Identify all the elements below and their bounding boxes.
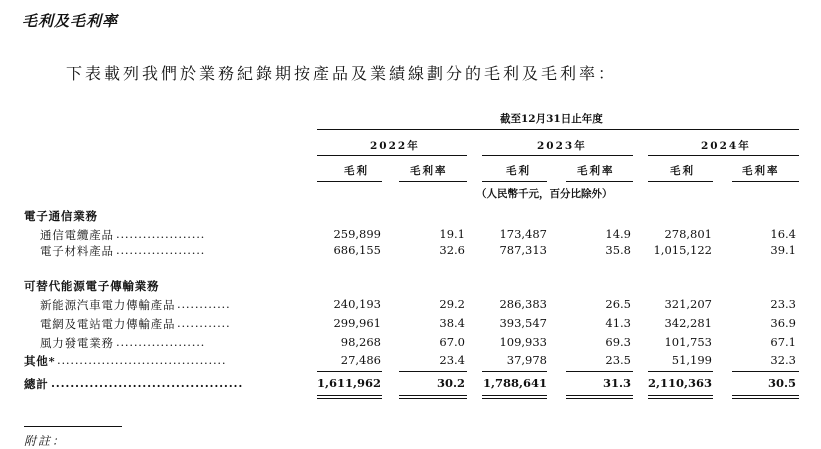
row-grid-transmission-value: 299,961 (333, 316, 381, 330)
row-communication-cable-value: 278,801 (664, 227, 712, 241)
row-nev-transmission-value: 29.2 (439, 297, 465, 311)
section-title: 毛利及毛利率 (22, 12, 119, 30)
row-grid-transmission-value: 38.4 (439, 316, 465, 330)
row-wind-power-value: 101,753 (664, 335, 712, 349)
row-communication-cable-value: 259,899 (333, 227, 381, 241)
row-other-value: 27,486 (340, 353, 381, 367)
year-2024: 2024年 (701, 140, 751, 152)
row-nev-transmission-label: 新能源汽車電力傳輸產品 (40, 298, 176, 312)
row-other-value: 32.3 (770, 353, 796, 367)
row-communication-cable-label: 通信電纜產品 (40, 228, 114, 242)
sub-rule (399, 181, 467, 182)
row-electronic-materials-value: 787,313 (499, 243, 547, 257)
total-double-rule (317, 398, 382, 399)
total-double-rule (482, 395, 547, 396)
total-double-rule (399, 398, 467, 399)
row-grid-transmission-label: 電網及電站電力傳輸產品 (40, 317, 176, 331)
year-rule-2022 (317, 155, 467, 156)
row-wind-power-value: 109,933 (499, 335, 547, 349)
subtotal-rule (482, 371, 547, 372)
total-double-rule (732, 395, 799, 396)
row-total-leader: ........................................ (51, 376, 244, 390)
caption-rule (317, 129, 799, 130)
row-communication-cable-value: 16.4 (770, 227, 796, 241)
row-grid-transmission-value: 342,281 (664, 316, 712, 330)
footnote-rule (24, 426, 122, 427)
row-nev-transmission-value: 286,383 (499, 297, 547, 311)
sub-rule (317, 181, 382, 182)
row-electronic-materials-value: 39.1 (770, 243, 796, 257)
header-gross-profit-2022: 毛利 (344, 165, 369, 177)
footnote-label: 附註： (24, 434, 67, 448)
row-other-value: 23.4 (439, 353, 465, 367)
subtotal-rule (317, 371, 382, 372)
row-nev-transmission-leader: ............ (177, 297, 231, 311)
total-double-rule (566, 395, 633, 396)
row-other-value: 51,199 (671, 353, 712, 367)
year-2022: 2022年 (370, 140, 420, 152)
subtotal-rule (732, 371, 799, 372)
row-total-value: 31.3 (602, 376, 631, 390)
row-nev-transmission-value: 23.3 (770, 297, 796, 311)
sub-rule (732, 181, 799, 182)
row-total-value: 1,611,962 (316, 376, 381, 390)
header-gross-margin-2022: 毛利率 (410, 165, 448, 177)
row-wind-power-value: 98,268 (340, 335, 381, 349)
total-double-rule (317, 395, 382, 396)
unit-note: （人民幣千元，百分比除外） (476, 188, 613, 200)
total-double-rule (732, 398, 799, 399)
row-other-value: 23.5 (605, 353, 631, 367)
sub-rule (482, 181, 547, 182)
row-wind-power-value: 67.0 (439, 335, 465, 349)
row-wind-power-value: 69.3 (605, 335, 631, 349)
row-communication-cable-value: 14.9 (605, 227, 631, 241)
year-2023: 2023年 (537, 140, 587, 152)
row-wind-power-label: 風力發電業務 (40, 336, 114, 350)
row-communication-cable-value: 19.1 (439, 227, 465, 241)
row-wind-power-value: 67.1 (770, 335, 796, 349)
total-double-rule (648, 398, 713, 399)
row-other-leader: ...................................... (57, 353, 227, 367)
row-total-value: 30.5 (767, 376, 796, 390)
total-double-rule (566, 398, 633, 399)
row-total-value: 2,110,363 (647, 376, 712, 390)
header-gross-margin-2024: 毛利率 (742, 165, 780, 177)
row-total-value: 30.2 (436, 376, 465, 390)
year-rule-2023 (482, 155, 633, 156)
row-electronic-materials-label: 電子材料產品 (40, 244, 114, 258)
row-nev-transmission-value: 240,193 (333, 297, 381, 311)
row-electronic-materials-leader: .................... (116, 243, 206, 257)
group-label-electronic-communication: 電子通信業務 (24, 209, 98, 223)
year-rule-2024 (648, 155, 799, 156)
row-nev-transmission-value: 321,207 (664, 297, 712, 311)
header-gross-profit-2024: 毛利 (670, 165, 695, 177)
row-grid-transmission-value: 36.9 (770, 316, 796, 330)
row-wind-power-leader: .................... (116, 335, 206, 349)
header-gross-profit-2023: 毛利 (506, 165, 531, 177)
sub-rule (648, 181, 713, 182)
row-nev-transmission-value: 26.5 (605, 297, 631, 311)
subtotal-rule (566, 371, 633, 372)
row-other-value: 37,978 (506, 353, 547, 367)
subtotal-rule (399, 371, 467, 372)
total-double-rule (399, 395, 467, 396)
row-grid-transmission-value: 41.3 (605, 316, 631, 330)
row-total-label: 總計 (24, 377, 49, 391)
row-electronic-materials-value: 32.6 (439, 243, 465, 257)
row-grid-transmission-leader: ............ (177, 316, 231, 330)
row-electronic-materials-value: 35.8 (605, 243, 631, 257)
intro-text: 下表載列我們於業務紀錄期按產品及業績線劃分的毛利及毛利率： (66, 64, 618, 83)
row-total-value: 1,788,641 (482, 376, 547, 390)
row-electronic-materials-value: 686,155 (333, 243, 381, 257)
total-double-rule (482, 398, 547, 399)
group-label-alternative-energy: 可替代能源電子傳輸業務 (24, 279, 160, 293)
subtotal-rule (648, 371, 713, 372)
row-other-label: 其他* (24, 354, 56, 368)
total-double-rule (648, 395, 713, 396)
sub-rule (566, 181, 633, 182)
period-caption: 截至12月31日止年度 (500, 113, 603, 125)
row-communication-cable-leader: .................... (116, 227, 206, 241)
row-electronic-materials-value: 1,015,122 (653, 243, 712, 257)
row-grid-transmission-value: 393,547 (499, 316, 547, 330)
row-communication-cable-value: 173,487 (499, 227, 547, 241)
header-gross-margin-2023: 毛利率 (577, 165, 615, 177)
